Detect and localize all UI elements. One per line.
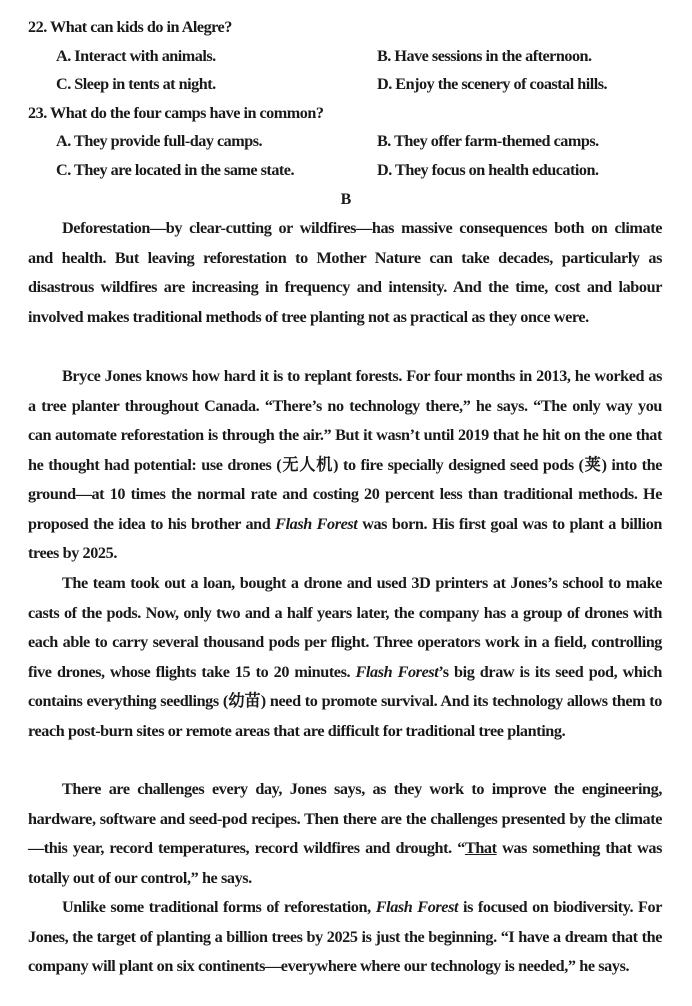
question-number: 22. [28,18,47,36]
paragraph-text: was born. His first goal was to plant a billion trees by 2025. [28,514,662,562]
option-text: Have sessions in the afternoon. [394,47,592,65]
question-23 [28,103,662,123]
q22-option-b[interactable] [377,46,592,66]
q23-option-b[interactable] [377,131,599,151]
company-name: Flash Forest [375,898,459,916]
option-label: B. [377,132,391,150]
option-label: D. [377,75,392,93]
q23-option-a[interactable] [56,131,262,151]
option-text: They are located in the same state. [74,161,295,179]
option-label: A. [56,47,71,65]
passage-paragraph-1 [28,214,662,332]
question-number: 23. [28,104,47,122]
q22-option-c[interactable] [56,74,216,94]
q23-option-c[interactable] [56,160,294,180]
option-label: C. [56,75,71,93]
underlined-word: That [464,839,497,857]
q22-option-a[interactable] [56,46,216,66]
question-text: What do the four camps have in common? [50,104,324,122]
paragraph-text: Bryce Jones knows how hard it is to replant forests. For four months in 2013, he worked as a tree planter throughout Canada. “There’s no technology there,” he says. “The only way you can automate reforestation is through the air.” But it wasn’t until 2019 that he hit on the one that he thought had potential: use drones (无人机) to fire specially designed seed pods (荚) into the ground—at 10 times the normal rate and costing 20 percent less than traditional methods. He proposed the idea to his brother and [28,367,662,533]
question-text: What can kids do in Alegre? [50,18,232,36]
passage-paragraph-2 [28,362,662,569]
option-label: A. [56,132,71,150]
company-name: Flash Forest [355,662,439,681]
option-label: C. [56,161,71,179]
paragraph-text: There are challenges every day, Jones says, as they work to improve the engineering, hardware, software and seed-pod recipes. Then there are the challenges presented by the climate—this year, record temperatures, record wildfires and drought. “ [28,780,662,857]
option-text: Enjoy the scenery of coastal hills. [395,75,608,93]
option-text: Sleep in tents at night. [74,75,216,93]
passage-paragraph-4 [28,775,662,893]
section-heading: B [340,191,352,208]
option-label: D. [377,161,392,179]
option-text: They focus on health education. [395,161,599,179]
q22-option-d[interactable] [377,74,607,94]
paragraph-text: was something that was totally out of our control,” he says. [28,839,662,887]
option-text: They offer farm-themed camps. [394,132,599,150]
option-text: Interact with animals. [74,47,216,65]
q23-option-d[interactable] [377,160,599,180]
company-name: Flash Forest [275,514,358,533]
option-text: They provide full-day camps. [74,132,263,150]
paragraph-text: Unlike some traditional forms of reforestation, [62,898,371,916]
paragraph-text: The team took out a loan, bought a drone and used 3D printers at Jones’s school to make casts of the pods. Now, only two and a half years later, the company has a group of drones with each able to carry several thousand pods per flight. Three operators work in a field, controlling five drones, whose flights take 15 to 20 minutes. [28,574,662,681]
passage-paragraph-5 [28,893,662,982]
passage-paragraph-3 [28,569,662,746]
paragraph-text: Deforestation—by clear-cutting or wildfires—has massive consequences both on climate and health. But leaving reforestation to Mother Nature can take decades, particularly as disastrous wildfires are increasing in frequency and intensity. And the time, cost and labour involved makes traditional methods of tree planting not as practical as they once were. [28,219,662,326]
paragraph-text: is focused on biodiversity. For Jones, the target of planting a billion trees by 2025 is just the beginning. “I have a dream that the company will plant on six continents—everywhere where our technology is needed,” he says. [28,898,663,975]
paragraph-text: ’s big draw is its seed pod, which contains everything seedlings (幼苗) need to promote survival. And its technology allows them to reach post-burn sites or remote areas that are difficult for traditional tree planting. [28,662,663,740]
option-label: B. [377,47,391,65]
question-22 [28,17,662,37]
